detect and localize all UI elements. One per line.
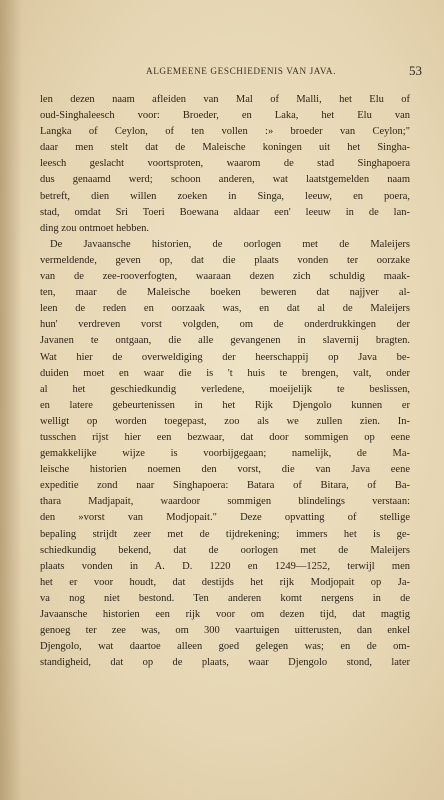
body-text: [40, 92, 410, 671]
text-line: hun' verdreven vorst volgden, om de onderdrukkingen der: [40, 319, 410, 331]
text-line: betreft, dien willen zoeken in Singa, leeuw, en poera,: [40, 190, 410, 202]
text-line: van de zee-rooverfogten, waaraan dezen zich schuldig maak-: [40, 271, 410, 283]
text-line: welligt op worden toegepast, zoo als we zullen zien. In-: [40, 415, 410, 427]
text-line: De Javaansche historien, de oorlogen met de Maleijers: [50, 238, 410, 250]
text-line: leesch geslacht voortsproten, waarom de stad Singhapoera: [40, 158, 410, 170]
text-line: Wat hier de overweldiging der heerschappij op Java be-: [40, 351, 410, 363]
text-line: leen de reden en oorzaak was, en dat al de Maleijers: [40, 303, 410, 315]
page-gutter-shadow: [0, 0, 22, 800]
text-line: expeditie zond naar Singhapoera: Batara of Bitara, of Ba-: [40, 480, 410, 492]
text-line: oud-Singhaleesch voor: Broeder, en Laka, het Elu van: [40, 110, 410, 122]
text-line: duiden moet en waar die is 't huis te brengen, valt, onder: [40, 367, 410, 379]
text-line: Langka of Ceylon, of ten vollen :» broeder van Ceylon;": [40, 126, 410, 138]
text-line: stad, omdat Sri Toeri Boewana aldaar een' leeuw in de lan-: [40, 206, 410, 218]
text-line: en latere gebeurtenissen in het Rijk Djengolo kunnen er: [40, 399, 410, 411]
text-line: bepaling strijdt zeer met de tijdrekening; immers het is ge-: [40, 528, 410, 540]
text-line: thara Madjapait, waardoor sommigen blindelings verstaan:: [40, 496, 410, 508]
text-line: Djengolo, wat daartoe alleen goed gelegen was; en de om-: [40, 641, 410, 653]
text-line: al het geschiedkundig verledene, moeijelijk te beslissen,: [40, 383, 410, 395]
text-line: het er voor houdt, dat destijds het rijk Modjopait op Ja-: [40, 576, 410, 588]
text-line: Javaansche historien een rijk voor om dezen tijd, dat magtig: [40, 609, 410, 620]
text-line: genoeg ter zee was, om 300 vaartuigen uitterusten, dan enkel: [40, 625, 410, 637]
running-head: ALGEMEENE GESCHIEDENIS VAN JAVA.: [145, 66, 337, 76]
text-line: daar men stelt dat de Maleische koningen uit het Singha-: [40, 142, 410, 154]
page-header: [40, 63, 422, 80]
text-line: leische historien noemen den vorst, die van Java eene: [40, 464, 410, 476]
text-line: ten, maar de Maleische boeken beweren dat najjver al-: [40, 287, 410, 299]
text-line: den »vorst van Modjopait." Deze opvatting of stellige: [40, 512, 410, 524]
text-line: va nog niet bestond. Ten anderen komt nergens in de: [40, 592, 410, 604]
text-line: Javanen te ontgaan, die alle gevangenen in slavernij bragten.: [40, 335, 410, 347]
text-line: gemakkelijke wijze is voorbijgegaan; namelijk, de Ma-: [40, 448, 410, 460]
text-line: dus genaamd werd; schoon anderen, wat laatstgemelden naam: [40, 174, 410, 186]
text-line: plaats vonden in A. D. 1220 en 1249—1252, terwijl men: [40, 560, 410, 572]
text-line: ding zou ontmoet hebben.: [40, 222, 150, 234]
text-line: tusschen rijst hier een bezwaar, dat door sommigen op eene: [40, 431, 410, 443]
page-number: 53: [409, 63, 422, 78]
text-line: standigheid, dat op de plaats, waar Djengolo stond, later: [40, 657, 410, 669]
text-line: schiedkundig bekend, dat de oorlogen met de Maleijers: [40, 544, 410, 556]
text-line: vermeldende, geven op, dat die plaats vonden ter oorzake: [40, 254, 410, 266]
text-line: len dezen naam afleiden van Mal of Malli, het Elu of: [40, 94, 410, 105]
